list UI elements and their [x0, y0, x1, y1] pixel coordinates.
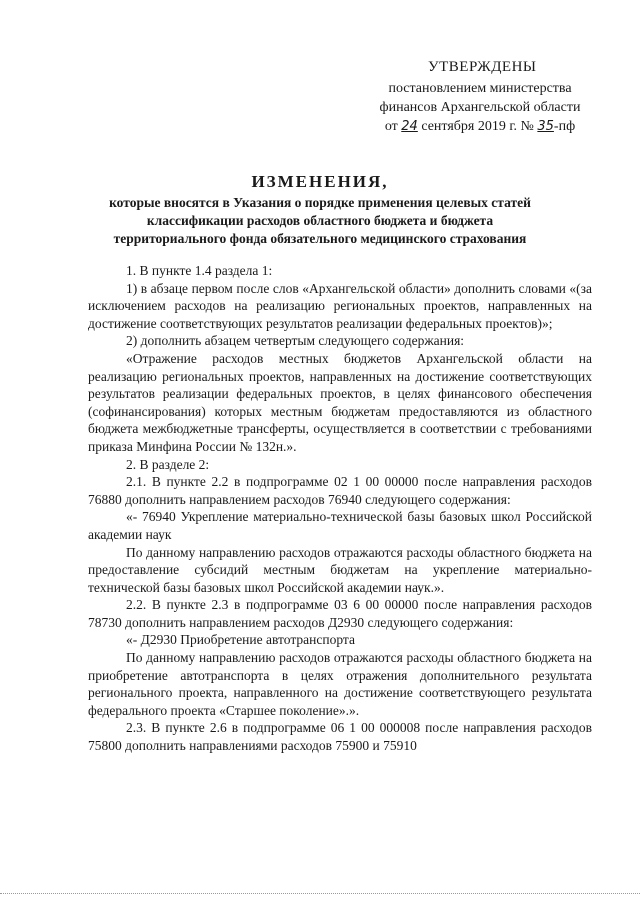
paragraph-item-1: 1. В пункте 1.4 раздела 1: [126, 263, 273, 278]
heading-subtitle-2: классификации расходов областного бюджета и бюджета [146, 213, 494, 228]
date-rest: сентября 2019 г. № [421, 119, 534, 134]
footer-dotted-rule [0, 893, 640, 894]
paragraph-item-2-2: 2.2. В пункте 2.3 в подпрограмме 03 6 00 00000 после направления расходов 78730 дополнить направлением расходов Д2930 следующего содержания: [88, 597, 592, 630]
doc-suffix: -пф [553, 119, 576, 134]
handwritten-doc-number: 35 [537, 119, 554, 134]
paragraph-quote-76940: «- 76940 Укрепление материально-технической базы базовых школ Российской академии наук [88, 509, 592, 542]
paragraph-item-2-1: 2.1. В пункте 2.2 в подпрограмме 02 1 00 00000 после направления расходов 76880 дополнить направлением расходов 76940 следующего содержания: [88, 474, 592, 507]
heading-subtitle-3: территориального фонда обязательного медицинского страхования [113, 231, 527, 246]
approval-line-finance: финансов Архангельской области [379, 100, 581, 115]
heading-title: ИЗМЕНЕНИЯ, [251, 172, 389, 191]
paragraph-item-2-3: 2.3. В пункте 2.6 в подпрограмме 06 1 00 000008 после направления расходов 75800 дополнить направлениями расходов 75900 и 75910 [88, 720, 592, 754]
paragraph-subitem-1-1: 1) в абзаце первом после слов «Архангельской области» дополнить словами «(за исключением расходов на реализацию региональных проектов, направленных на достижение соответствующих результатов реализации федеральных проектов)»; [88, 280, 592, 331]
document-heading [60, 172, 580, 248]
paragraph-description-d2930: По данному направлению расходов отражаются расходы областного бюджета на приобретение автотранспорта в целях отражения дополнительного результата регионального проекта, направленного на достижение соответствующего результата федерального проекта «Старшее поколение».». [88, 650, 592, 718]
paragraph-subitem-1-2: 2) дополнить абзацем четвертым следующего содержания: [126, 333, 465, 349]
approval-block [360, 58, 600, 136]
approval-date-line [360, 117, 600, 136]
handwritten-day: 24 [401, 119, 418, 134]
paragraph-quote-d2930: «- Д2930 Приобретение автотранспорта [126, 632, 355, 648]
paragraph-item-2: 2. В разделе 2: [126, 456, 210, 472]
date-prefix: от [384, 119, 398, 134]
heading-subtitle-1: которые вносятся в Указания о порядке применения целевых статей [109, 195, 531, 210]
approval-line-ministry: постановлением министерства [388, 81, 572, 96]
paragraph-description-76940: По данному направлению расходов отражаются расходы областного бюджета на предоставление субсидий местным бюджетам на укрепление материально-технической базы базовых школ Российской академии наук.». [88, 544, 592, 595]
approval-title: УТВЕРЖДЕНЫ [428, 59, 537, 75]
document-body [88, 262, 592, 755]
paragraph-quote-abzac-4: «Отражение расходов местных бюджетов Архангельской области на реализацию региональных проектов, направленных на достижение соответствующих результатов реализации федеральных проектов, в целях финансового обеспечения (софинансирования) которых местным бюджетам предоставляются из областного бюджета межбюджетные трансферты, осуществляется в соответствии с требованиями приказа Минфина России № 132н.». [88, 350, 592, 454]
